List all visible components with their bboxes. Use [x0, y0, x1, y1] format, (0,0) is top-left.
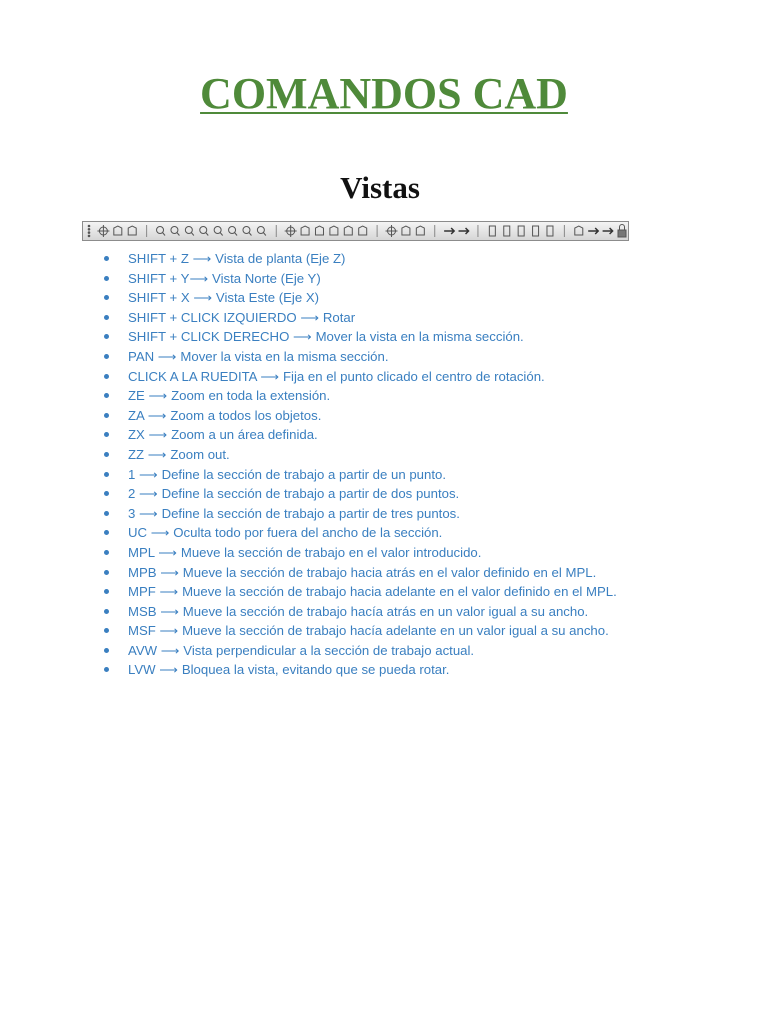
toolbar-bar-icon: [489, 226, 495, 236]
bullet-icon: [104, 432, 109, 437]
command-text: SHIFT + X ⟶ Vista Este (Eje X): [128, 290, 320, 306]
toolbar-grip-icon: [88, 225, 90, 237]
bullet-icon: [104, 511, 109, 516]
command-text: UC ⟶ Oculta todo por fuera del ancho de la sección.: [128, 525, 443, 541]
command-text: ZX ⟶ Zoom a un área definida.: [128, 427, 318, 443]
bullet-icon: [104, 276, 109, 281]
toolbar-bar-icon: [518, 226, 524, 236]
toolbar-arrow-icon: [603, 228, 613, 234]
command-text: 3 ⟶ Define la sección de trabajo a partir de tres puntos.: [128, 505, 460, 521]
bullet-icon: [104, 413, 109, 418]
command-text: SHIFT + CLICK IZQUIERDO ⟶ Rotar: [128, 309, 356, 325]
command-text: 1 ⟶ Define la sección de trabajo a partir de un punto.: [128, 466, 447, 482]
command-text: MSF ⟶ Mueve la sección de trabajo hacía adelante en un valor igual a su ancho.: [128, 623, 609, 639]
toolbar-arrow-icon: [588, 228, 598, 234]
command-text: ZA ⟶ Zoom a todos los objetos.: [128, 407, 322, 423]
bullet-icon: [104, 393, 109, 398]
document-title: [0, 66, 768, 122]
bullet-icon: [104, 667, 109, 672]
toolbar-target-icon: [97, 225, 109, 237]
toolbar-zoom-icon: [243, 227, 252, 236]
bullet-icon: [104, 609, 109, 614]
toolbar-zoom-icon: [229, 227, 238, 236]
toolbar-box-icon: [315, 226, 323, 235]
bullet-icon: [104, 374, 109, 379]
bullet-icon: [104, 334, 109, 339]
bullet-icon: [104, 295, 109, 300]
bullet-icon: [104, 472, 109, 477]
bullet-icon: [104, 550, 109, 555]
toolbar-zoom-icon: [200, 227, 209, 236]
toolbar-box-icon: [330, 226, 338, 235]
bullet-icon: [104, 491, 109, 496]
toolbar-hand-icon: [128, 226, 136, 235]
command-text: CLICK A LA RUEDITA ⟶ Fija en el punto clicado el centro de rotación.: [128, 368, 545, 384]
command-text: MPF ⟶ Mueve la sección de trabajo hacia adelante en el valor definido en el MPL.: [128, 584, 617, 600]
toolbar-bar-icon: [504, 226, 510, 236]
command-text: MPL ⟶ Mueve la sección de trabajo en el valor introducido.: [128, 544, 482, 560]
command-text: MSB ⟶ Mueve la sección de trabajo hacía atrás en un valor igual a su ancho.: [128, 603, 589, 619]
toolbar-zoom-icon: [257, 227, 266, 236]
toolbar-pen-icon: [359, 226, 367, 235]
bullet-icon: [104, 648, 109, 653]
toolbar-box-icon: [344, 226, 352, 235]
view-toolbar-image: [82, 221, 629, 241]
toolbar-zoom-icon: [157, 227, 166, 236]
bullet-icon: [104, 315, 109, 320]
command-text: SHIFT + Z ⟶ Vista de planta (Eje Z): [128, 251, 346, 266]
toolbar-zoom-icon: [214, 227, 223, 236]
toolbar-box-icon: [402, 226, 410, 235]
toolbar-cross-icon: [285, 225, 297, 237]
section-heading: Vistas: [340, 170, 420, 205]
command-text: LVW ⟶ Bloquea la vista, evitando que se pueda rotar.: [128, 662, 450, 678]
toolbar-box-icon: [416, 226, 424, 235]
toolbar-hand-icon: [114, 226, 122, 235]
toolbar-box-icon: [301, 226, 309, 235]
command-text: PAN ⟶ Mover la vista en la misma sección.: [128, 348, 389, 364]
command-text: AVW ⟶ Vista perpendicular a la sección de trabajo actual.: [128, 642, 475, 658]
bullet-icon: [104, 530, 109, 535]
bullet-icon: [104, 570, 109, 575]
toolbar-arrow-icon: [459, 228, 469, 234]
command-text: ZE ⟶ Zoom en toda la extensión.: [128, 388, 331, 404]
toolbar-bar-icon: [533, 226, 539, 236]
bullet-icon: [104, 452, 109, 457]
toolbar-move-icon: [386, 225, 398, 237]
command-text: SHIFT + CLICK DERECHO ⟶ Mover la vista en la misma sección.: [128, 329, 524, 345]
toolbar-arrow-icon: [444, 228, 454, 234]
toolbar-zoom-icon: [171, 227, 180, 236]
bullet-icon: [104, 354, 109, 359]
bullet-icon: [104, 589, 109, 594]
bullet-icon: [104, 256, 109, 261]
toolbar-zoom-icon: [185, 227, 194, 236]
bullet-icon: [104, 628, 109, 633]
command-text: MPB ⟶ Mueve la sección de trabajo hacia atrás en el valor definido en el MPL.: [128, 564, 597, 580]
command-text: SHIFT + Y⟶ Vista Norte (Eje Y): [128, 270, 321, 286]
command-text: ZZ ⟶ Zoom out.: [128, 446, 230, 462]
toolbar-box-icon: [575, 226, 583, 235]
toolbar-bar-icon: [547, 226, 553, 236]
command-text: 2 ⟶ Define la sección de trabajo a partir de dos puntos.: [128, 486, 460, 502]
toolbar-icons: [83, 222, 628, 240]
toolbar-lock-icon: [618, 225, 626, 238]
document-title-text: COMANDOS CAD: [200, 69, 568, 118]
